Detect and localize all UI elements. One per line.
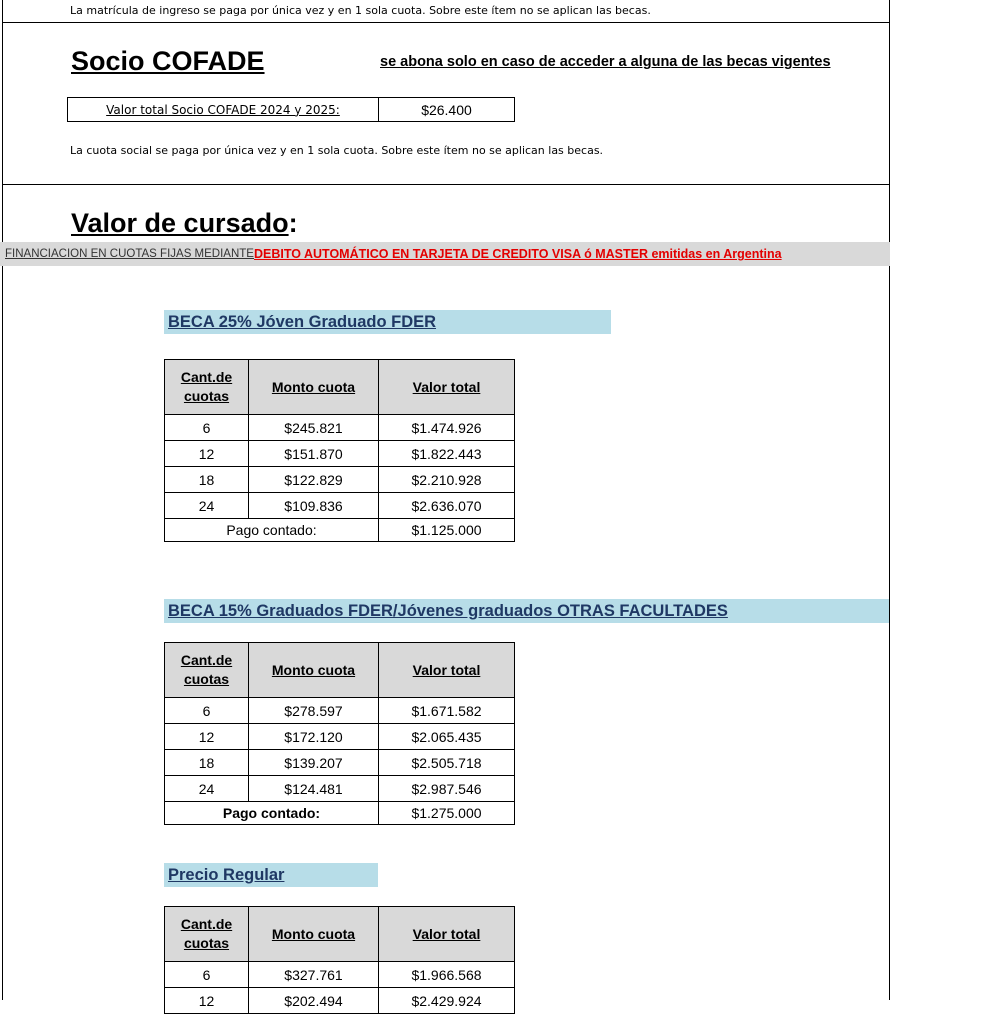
table-row xyxy=(165,441,515,467)
cuotas-cell: 12 xyxy=(165,988,249,1014)
section-divider xyxy=(2,184,890,185)
socio-value: $26.400 xyxy=(421,101,472,118)
cursado-title-text: Valor de cursado xyxy=(71,208,289,238)
monto-cell: $172.120 xyxy=(249,724,379,750)
cuotas-cell: 12 xyxy=(165,724,249,750)
financing-prefix: FINANCIACION EN CUOTAS FIJAS MEDIANTE xyxy=(5,248,254,260)
monto-cell: $327.761 xyxy=(249,962,379,988)
contado-value: $1.275.000 xyxy=(379,802,515,825)
table-row xyxy=(165,415,515,441)
cuotas-cell: 6 xyxy=(165,698,249,724)
total-cell: $2.429.924 xyxy=(379,988,515,1014)
page-frame-left xyxy=(2,0,3,1000)
table-row xyxy=(165,724,515,750)
monto-cell: $202.494 xyxy=(249,988,379,1014)
table-header-row xyxy=(165,907,515,962)
monto-cell: $278.597 xyxy=(249,698,379,724)
total-cell: $2.210.928 xyxy=(379,467,515,493)
monto-cell: $109.836 xyxy=(249,493,379,519)
contado-row xyxy=(165,802,515,825)
socio-title: Socio COFADE xyxy=(71,46,265,76)
total-cell: $1.822.443 xyxy=(379,441,515,467)
cuotas-cell: 18 xyxy=(165,750,249,776)
header-monto: Monto cuota xyxy=(249,643,379,698)
contado-value: $1.125.000 xyxy=(379,519,515,542)
cursado-title-colon: : xyxy=(288,208,298,238)
cuotas-cell: 24 xyxy=(165,493,249,519)
cuotas-cell: 12 xyxy=(165,441,249,467)
beca15-table xyxy=(164,642,515,825)
socio-value-label: Valor total Socio COFADE 2024 y 2025: xyxy=(68,98,379,121)
table-row xyxy=(165,698,515,724)
header-cuotas: Cant.de cuotas xyxy=(165,360,249,415)
monto-cell: $245.821 xyxy=(249,415,379,441)
header-total: Valor total xyxy=(379,360,515,415)
matricula-note: La matrícula de ingreso se paga por única vez y en 1 sola cuota. Sobre este ítem no se aplican las becas. xyxy=(70,4,651,17)
contado-label: Pago contado: xyxy=(165,802,379,825)
socio-value-box xyxy=(67,97,515,122)
cuotas-cell: 6 xyxy=(165,415,249,441)
total-cell: $2.636.070 xyxy=(379,493,515,519)
table-row xyxy=(165,962,515,988)
header-total: Valor total xyxy=(379,643,515,698)
contado-row xyxy=(165,519,515,542)
table-row xyxy=(165,750,515,776)
cuotas-cell: 6 xyxy=(165,962,249,988)
table-header-row xyxy=(165,643,515,698)
monto-cell: $139.207 xyxy=(249,750,379,776)
regular-table xyxy=(164,906,515,1014)
cuotas-cell: 24 xyxy=(165,776,249,802)
monto-cell: $122.829 xyxy=(249,467,379,493)
financing-banner xyxy=(0,242,890,266)
financing-highlight: DEBITO AUTOMÁTICO EN TARJETA DE CREDITO VISA ó MASTER emitidas en Argentina xyxy=(253,247,782,261)
regular-title: Precio Regular xyxy=(164,863,378,887)
header-monto: Monto cuota xyxy=(249,360,379,415)
header-monto: Monto cuota xyxy=(249,907,379,962)
cursado-title xyxy=(71,208,298,239)
page-frame-right xyxy=(889,0,890,1000)
total-cell: $1.671.582 xyxy=(379,698,515,724)
section-divider xyxy=(2,22,890,23)
header-total: Valor total xyxy=(379,907,515,962)
beca25-title: BECA 25% Jóven Graduado FDER xyxy=(164,310,611,334)
monto-cell: $151.870 xyxy=(249,441,379,467)
total-cell: $2.987.546 xyxy=(379,776,515,802)
beca15-title: BECA 15% Graduados FDER/Jóvenes graduados OTRAS FACULTADES xyxy=(164,599,889,623)
total-cell: $2.505.718 xyxy=(379,750,515,776)
total-cell: $1.966.568 xyxy=(379,962,515,988)
socio-footnote: La cuota social se paga por única vez y en 1 sola cuota. Sobre este ítem no se aplican las becas. xyxy=(70,144,604,157)
table-row xyxy=(165,776,515,802)
table-row xyxy=(165,988,515,1014)
monto-cell: $124.481 xyxy=(249,776,379,802)
table-row xyxy=(165,493,515,519)
total-cell: $2.065.435 xyxy=(379,724,515,750)
header-cuotas: Cant.de cuotas xyxy=(165,643,249,698)
socio-note: se abona solo en caso de acceder a alguna de las becas vigentes xyxy=(380,54,831,70)
table-row xyxy=(165,467,515,493)
contado-label: Pago contado: xyxy=(165,519,379,542)
total-cell: $1.474.926 xyxy=(379,415,515,441)
table-header-row xyxy=(165,360,515,415)
beca25-table xyxy=(164,359,515,542)
header-cuotas: Cant.de cuotas xyxy=(165,907,249,962)
cuotas-cell: 18 xyxy=(165,467,249,493)
